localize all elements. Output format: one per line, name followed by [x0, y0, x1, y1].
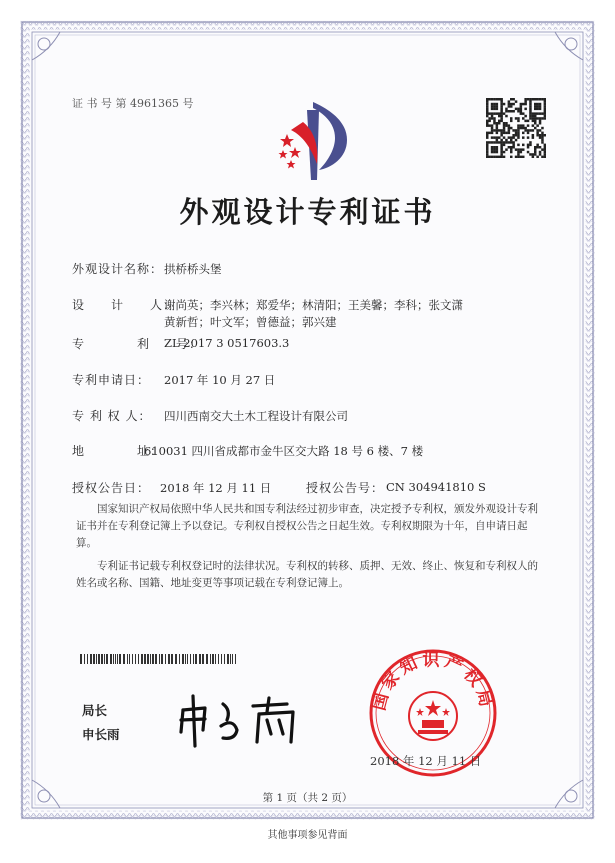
filing-date-value: 2017 年 10 月 27 日	[164, 373, 276, 387]
barcode	[80, 654, 240, 664]
page-indicator: 第 1 页（共 2 页）	[262, 792, 353, 804]
patent-number-label: 专 利 号：	[72, 337, 203, 351]
cert-number-label: 证 书 号 第	[72, 97, 127, 110]
patentee-value: 四川西南交大土木工程设计有限公司	[164, 409, 348, 423]
grant-number-label: 授权公告号：	[306, 481, 385, 495]
cert-number-value: 4961365	[130, 97, 179, 110]
cnipa-logo	[273, 100, 353, 182]
statement-paragraph-1: 国家知识产权局依照中华人民共和国专利法经过初步审查，决定授予专利权，颁发外观设计专利证书并在专利登记簿上予以登记。专利权自授权公告之日起生效。专利权期限为十年，自申请日起算。	[76, 503, 538, 549]
seal-date: 2018 年 12 月 11 日	[370, 754, 482, 768]
back-note: 其他事项参见背面	[267, 830, 348, 841]
qr-code	[486, 98, 546, 158]
grant-date-label: 授权公告日：	[72, 481, 151, 495]
filing-date-label: 专利申请日：	[72, 373, 151, 387]
grant-number-value: CN 304941810 S	[386, 480, 486, 494]
address-value: 610031 四川省成都市金牛区交大路 18 号 6 楼、7 楼	[144, 444, 424, 458]
designer-label: 设 计 人：	[72, 298, 177, 312]
patent-number-value: ZL 2017 3 0517603.3	[164, 336, 290, 350]
grant-date-value: 2018 年 12 月 11 日	[160, 481, 272, 495]
director-title: 局长	[82, 703, 108, 718]
design-name-value: 拱桥桥头堡	[164, 262, 222, 276]
certificate-page	[20, 20, 595, 820]
certificate-title: 外观设计专利证书	[179, 195, 436, 229]
director-name: 申长雨	[82, 727, 120, 742]
statement-paragraph-2: 专利证书记载专利权登记时的法律状况。专利权的转移、质押、无效、终止、恢复和专利权人的姓名或名称、国籍、地址变更等事项记载在专利登记簿上。	[76, 560, 538, 589]
seal-text: 国家知识产权局	[369, 650, 497, 713]
designers-line1: 谢尚英；李兴林；郑爱华；林清阳；王美馨；李科；张文潇	[164, 298, 463, 312]
director-signature	[175, 690, 315, 750]
address-label: 地 址：	[72, 444, 164, 458]
patentee-label: 专 利 权 人：	[72, 409, 152, 423]
design-name-label: 外观设计名称：	[72, 262, 164, 276]
certificate-number	[72, 95, 194, 111]
designers-line2: 黄新哲；叶文军；曾德益；郭兴建	[164, 315, 337, 329]
cert-number-suffix: 号	[182, 97, 194, 110]
